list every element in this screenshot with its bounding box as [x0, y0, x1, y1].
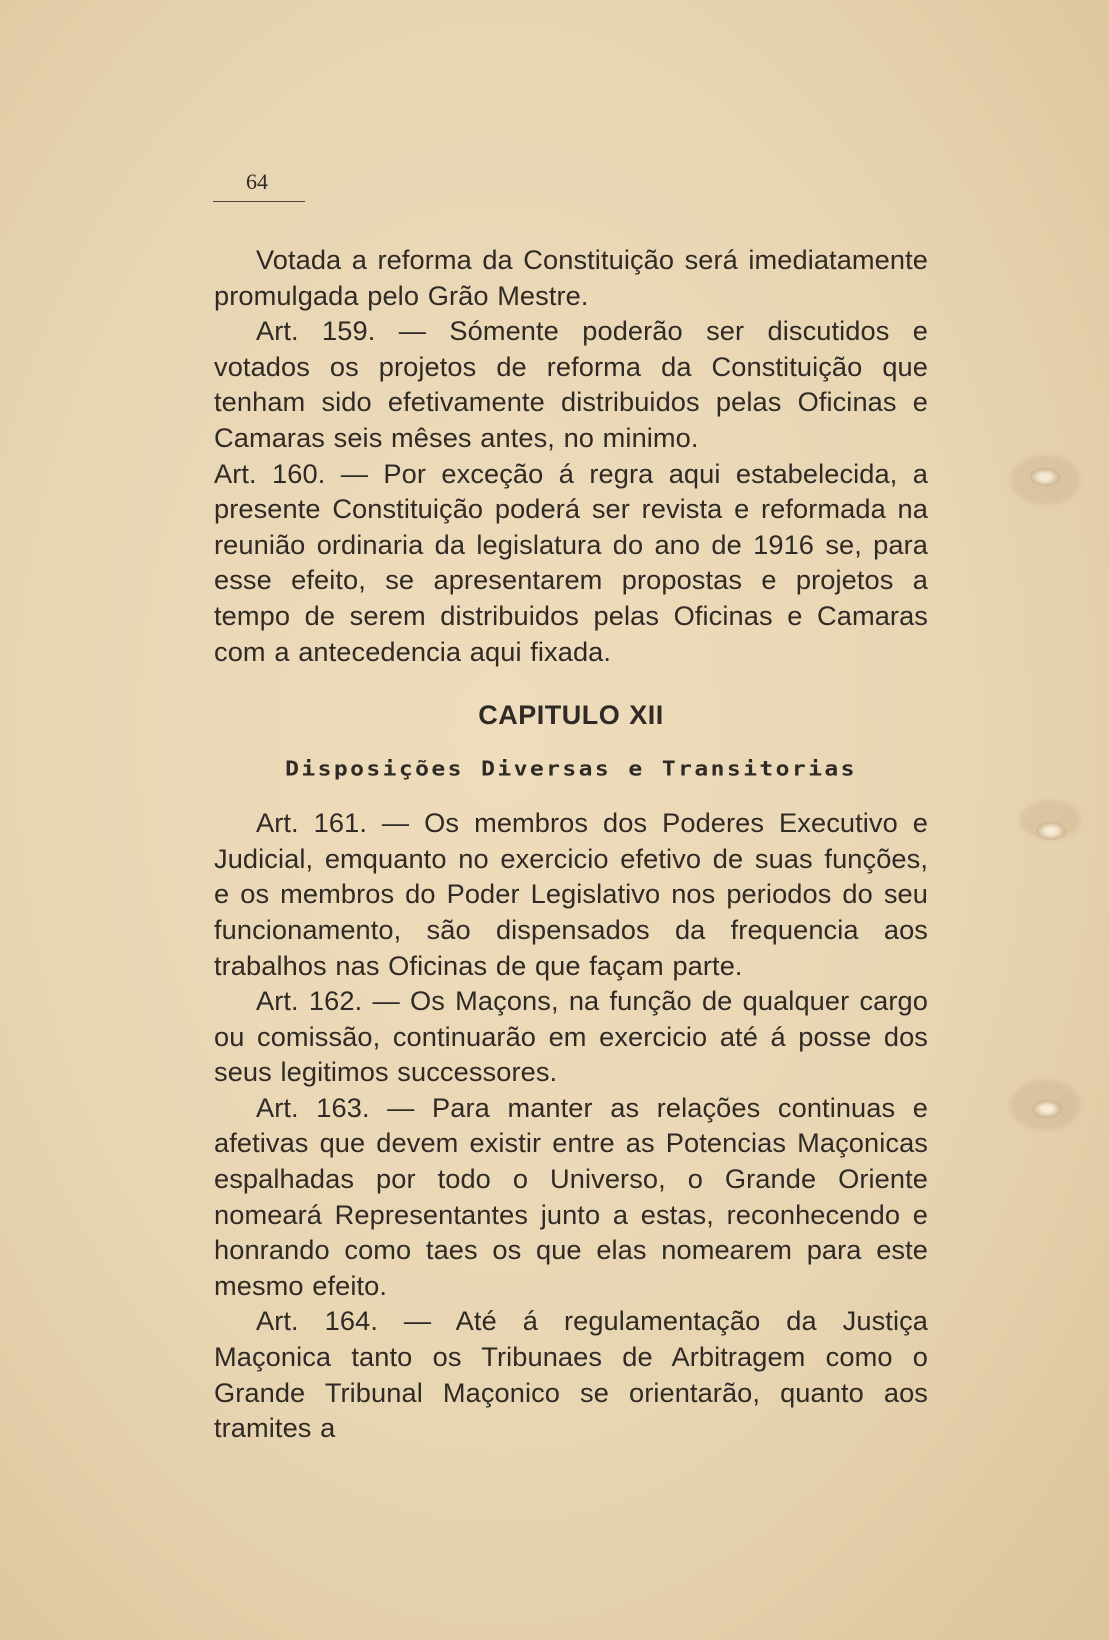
paragraph-art-160: Art. 160. — Por exceção á regra aqui estabelecida, a presente Constituição poderá ser revista e reformada na reunião ordinaria da legislatura do ano de 1916 se, para esse efeito, se apresentarem propostas e projetos a tempo de serem distribuidos pelas Oficinas e Camaras com a antecedencia aqui fixada.	[214, 457, 928, 667]
chapter-subtitle: Disposições Diversas e Transitorias	[285, 757, 857, 781]
binding-hole	[1036, 822, 1066, 840]
paragraph-art-163: Art. 163. — Para manter as relações continuas e afetivas que devem existir entre as Potencias Maçonicas espalhadas por todo o Universo, o Grande Oriente nomeará Representantes junto a estas, reconhecendo e honrando como taes os que elas nomearem para este mesmo efeito.	[214, 1091, 928, 1301]
paragraph-art-159: Art. 159. — Sómente poderão ser discutidos e votados os projetos de reforma da Constituição que tenham sido efetivamente distribuidos pelas Oficinas e Camaras seis mêses antes, no minimo.	[214, 315, 928, 453]
page-body	[214, 242, 928, 1446]
chapter-title: CAPITULO XII	[478, 700, 664, 731]
paragraph-reform-promulgation: Votada a reforma da Constituição será imediatamente promulgada pelo Grão Mestre.	[214, 244, 928, 311]
binding-hole	[1032, 1100, 1062, 1118]
paragraph-art-164: Art. 164. — Até á regulamentação da Justiça Maçonica tanto os Tribunaes de Arbitragem como o Grande Tribunal Maçonico se orientarão, quanto aos tramites a	[214, 1305, 928, 1444]
paragraph-art-162: Art. 162. — Os Maçons, na função de qualquer cargo ou comissão, continuarão em exercicio até á posse dos seus legitimos successores.	[214, 985, 928, 1088]
page-number-rule	[213, 201, 305, 202]
paragraph-art-161: Art. 161. — Os membros dos Poderes Executivo e Judicial, emquanto no exercicio efetivo de suas funções, e os membros do Poder Legislativo nos periodos do seu funcionamento, são dispensados da frequencia aos trabalhos nas Oficinas de que façam parte.	[214, 807, 928, 981]
binding-hole	[1030, 468, 1060, 486]
page-number: 64	[246, 169, 268, 194]
